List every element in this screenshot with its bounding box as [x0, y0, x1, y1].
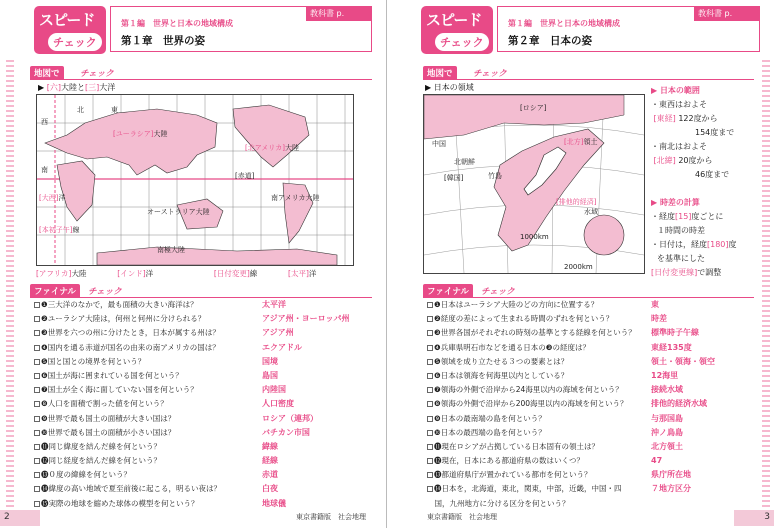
- checkbox-icon[interactable]: [427, 458, 433, 464]
- checkbox-icon[interactable]: [34, 373, 40, 379]
- label-antarctica: 南極大陸: [157, 246, 185, 254]
- map-bottom-labels: [アフリカ]大陸 [インド]洋 [日付変更]線 [太平]洋: [36, 269, 317, 278]
- answer-three: [三]: [84, 83, 100, 92]
- map-section-header: [423, 66, 754, 80]
- page-number: 2: [0, 510, 40, 526]
- page-header: [387, 0, 774, 58]
- question-item: ❸世界各国がそれぞれの時刻の基準とする経線を何という？: [427, 326, 652, 340]
- answer-item: バチカン市国: [262, 427, 310, 437]
- question-item: ❹兵庫県明石市などを通る日本の❸の経度は？: [427, 341, 652, 355]
- japan-range-box: ▶ 日本の範囲 ・東西はおよそ [東経] 122度から 154度まで ・南北はおよそ [北緯] 20度から 46度まで: [651, 86, 735, 179]
- answer-item: 内陸国: [262, 385, 286, 395]
- checkbox-icon[interactable]: [34, 486, 40, 492]
- answer-item: 排他的経済水域: [651, 399, 707, 409]
- checkbox-icon[interactable]: [427, 401, 433, 407]
- question-item: ❶三大洋のなかで，最も面積の大きい海洋は？: [34, 298, 259, 312]
- label-australia: オーストラリア大陸: [147, 208, 210, 216]
- question-item: ⓬現在，日本にある都道府県の数はいくつ？: [427, 454, 652, 468]
- question-item: ❶日本はユーラシア大陸のどの方向に位置する？: [427, 298, 652, 312]
- question-item: ⓯実際の地球を縮めた球体の模型を何という？: [34, 497, 259, 511]
- direction-west: 西: [41, 118, 48, 126]
- answer-item: 与那国島: [651, 413, 683, 423]
- direction-south: 南: [41, 166, 48, 174]
- checkbox-icon[interactable]: [34, 458, 40, 464]
- question-item: ⓬同じ経度を結んだ線を何という？: [34, 454, 259, 468]
- checkbox-icon[interactable]: [34, 359, 40, 365]
- label-china: 中国: [432, 140, 446, 148]
- time-difference-box: ▶ 時差の計算 ・経度[15]度ごとに １時間の時差 ・日付は，経度[180]度 を基準にした [日付変更線]で調整: [651, 198, 737, 277]
- checkbox-icon[interactable]: [427, 359, 433, 365]
- answer-item: ロシア（連邦）: [262, 413, 318, 423]
- answer-item: 国境: [262, 356, 278, 366]
- question-item: ❼国土が全く海に面していない国を何という？: [34, 383, 259, 397]
- section-tag: ファイナル: [30, 284, 80, 298]
- world-map: 北 東 西 南 [ユーラシア]大陸 [北アメリカ]大陸 [赤道] [大西]洋 [本初子午]線 オーストラリア大陸 南アメリカ大陸 南極大陸: [36, 94, 354, 266]
- section-label: チェック: [481, 287, 515, 297]
- textbook-page-tag: 教科書 p.: [306, 6, 372, 21]
- label-eez: [排他的経済]: [556, 198, 597, 206]
- checkbox-icon[interactable]: [427, 302, 433, 308]
- publisher: 東京書籍版 社会地理: [296, 513, 366, 521]
- section-tag: 地図で: [423, 66, 457, 80]
- chapter-box: [110, 6, 372, 52]
- label-eurasia: [ユーラシア]: [113, 130, 154, 138]
- checkbox-icon[interactable]: [427, 486, 433, 492]
- checkbox-icon[interactable]: [427, 373, 433, 379]
- map-title: ▶ 日本の領域: [425, 83, 474, 92]
- answer-item: 東経135度: [651, 342, 692, 352]
- question-item: ❻日本は領海を何海里以内としている？: [427, 369, 652, 383]
- answer-item: 北方領土: [651, 441, 683, 451]
- checkbox-icon[interactable]: [427, 430, 433, 436]
- logo-subtext: チェック: [48, 33, 102, 51]
- question-item: ❺国と国との境界を何という？: [34, 355, 259, 369]
- answer-item: 時差: [651, 314, 667, 324]
- speed-check-logo: [421, 6, 493, 54]
- logo-subtext: チェック: [435, 33, 489, 51]
- checkbox-icon[interactable]: [34, 472, 40, 478]
- question-list: [34, 298, 259, 511]
- page-number: 3: [734, 510, 774, 526]
- question-item: ❷経度の差によって生まれる時間のずれを何という？: [427, 312, 652, 326]
- label-north-america: [北アメリカ]: [245, 144, 285, 152]
- checkbox-icon[interactable]: [427, 444, 433, 450]
- section-label: チェック: [80, 69, 114, 79]
- answer-item: 12海里: [651, 370, 679, 380]
- answer-item: 経線: [262, 456, 278, 466]
- section-label: チェック: [473, 69, 507, 79]
- answer-item: ７地方区分: [651, 484, 691, 494]
- speed-check-logo: [34, 6, 106, 54]
- answer-item: 標準時子午線: [651, 328, 699, 338]
- part-title: 第１編 世界と日本の地域構成: [508, 19, 620, 28]
- part-title: 第１編 世界と日本の地域構成: [121, 19, 233, 28]
- checkbox-icon[interactable]: [34, 302, 40, 308]
- checkbox-icon[interactable]: [34, 345, 40, 351]
- textbook-page-tag: 教科書 p.: [694, 6, 760, 21]
- label-equator: [赤道]: [235, 172, 255, 180]
- answer-item: 人口密度: [262, 399, 294, 409]
- label-south-america: 南アメリカ大陸: [271, 194, 320, 202]
- answer-item: 地球儀: [262, 498, 286, 508]
- question-item: ❾日本の最南端の島を何という？: [427, 412, 652, 426]
- label-takeshima: 竹島: [488, 172, 502, 180]
- answer-item: 太平洋: [262, 300, 286, 309]
- answer-item: 県庁所在地: [651, 470, 691, 480]
- question-item: ❷ユーラシア大陸は，何州と何州に分けられる？: [34, 312, 259, 326]
- answer-item: 島国: [262, 370, 278, 380]
- checkbox-icon[interactable]: [427, 316, 433, 322]
- question-item: ⓮日本を，北海道，東北，関東，中部，近畿，中国・四: [427, 482, 652, 496]
- question-item: ⓮緯度の高い地域で夏至前後に起こる，明るい夜は？: [34, 482, 259, 496]
- decor-stripe: [6, 52, 14, 512]
- question-list: [427, 298, 652, 511]
- right-page: [387, 0, 774, 528]
- page-header: [0, 0, 386, 58]
- map-section-header: [30, 66, 372, 80]
- question-item: ❻国土が海に囲まれている国を何という？: [34, 369, 259, 383]
- section-tag: ファイナル: [423, 284, 473, 298]
- checkbox-icon[interactable]: [34, 416, 40, 422]
- section-label: チェック: [88, 287, 122, 297]
- question-item: ❽領海の外側で沿岸から200海里以内の海域を何という？: [427, 397, 652, 411]
- checkbox-icon[interactable]: [34, 430, 40, 436]
- answer-item: アジア州・ヨーロッパ州: [262, 314, 350, 324]
- chapter-box: [497, 6, 760, 52]
- question-item: ❿日本の最西端の島を何という？: [427, 426, 652, 440]
- answer-item: 領土・領海・領空: [651, 356, 715, 366]
- checkbox-icon[interactable]: [34, 330, 40, 336]
- label-north-korea: 北朝鮮: [454, 158, 475, 166]
- checkbox-icon[interactable]: [427, 472, 433, 478]
- label-korea: [韓国]: [444, 174, 464, 182]
- publisher: 東京書籍版 社会地理: [427, 513, 497, 521]
- answer-six: [六]: [46, 83, 61, 92]
- question-item: ❾世界で最も国土の面積が大きい国は？: [34, 412, 259, 426]
- direction-north: 北: [77, 106, 84, 114]
- answer-item: 東: [651, 300, 659, 309]
- direction-east: 東: [111, 106, 118, 114]
- checkbox-icon[interactable]: [34, 444, 40, 450]
- question-item: ⓫現在ロシアが占拠している日本固有の領土は？: [427, 440, 652, 454]
- checkbox-icon[interactable]: [34, 387, 40, 393]
- checkbox-icon[interactable]: [34, 501, 40, 507]
- label-scale-1000: 1000km: [520, 233, 549, 241]
- label-scale-2000: 2000km: [564, 263, 593, 271]
- answer-item: 沖ノ鳥島: [651, 427, 683, 437]
- question-item: ❿世界で最も国土の面積が小さい国は？: [34, 426, 259, 440]
- label-prime-meridian: [本初子午]: [39, 226, 73, 234]
- checkbox-icon[interactable]: [427, 416, 433, 422]
- answer-item: アジア州: [262, 328, 294, 338]
- checkbox-icon[interactable]: [427, 387, 433, 393]
- question-item: 国，九州地方に分ける区分を何という？: [427, 498, 570, 508]
- japan-map-svg: [424, 95, 644, 273]
- chapter-title: 第１章 世界の姿: [121, 35, 205, 47]
- answer-item: 47: [651, 456, 663, 466]
- answer-list: [262, 298, 372, 511]
- question-item: ❸世界を六つの州に分けたとき，日本が属する州は？: [34, 326, 259, 340]
- world-map-svg: [37, 95, 353, 265]
- checkbox-icon[interactable]: [34, 401, 40, 407]
- final-section-header: [30, 284, 372, 298]
- logo-text: スピード: [426, 11, 482, 29]
- answer-item: 白夜: [262, 484, 278, 494]
- answer-item: 緯線: [262, 441, 278, 451]
- question-item: ⓭都道府県庁が置かれている都市を何という？: [427, 468, 652, 482]
- label-russia: [ロシア]: [520, 104, 547, 112]
- answer-item: 接続水域: [651, 385, 683, 395]
- final-section-header: [423, 284, 754, 298]
- label-atlantic: [大西]: [39, 194, 59, 202]
- answer-item: エクアドル: [262, 342, 302, 352]
- question-item: ❹国内を通る赤道が国名の由来の南アメリカの国は？: [34, 341, 259, 355]
- checkbox-icon[interactable]: [427, 330, 433, 336]
- map-title: ▶ [六]大陸と[三]大洋: [38, 83, 116, 92]
- japan-map: [ロシア] 中国 北朝鮮 [韓国] [北方]領土 [排他的経済] 水域 竹島 1000km 2000km: [423, 94, 645, 274]
- answer-list: [651, 298, 761, 497]
- answer-item: 赤道: [262, 470, 278, 480]
- question-item: ❼領海の外側で沿岸から24海里以内の海域を何という？: [427, 383, 652, 397]
- question-item: ⓭０度の緯線を何という？: [34, 468, 259, 482]
- logo-text: スピード: [39, 11, 95, 29]
- section-tag: 地図で: [30, 66, 64, 80]
- question-item: ❽人口を面積で割った値を何という？: [34, 397, 259, 411]
- label-northern-territories: [北方]: [564, 138, 584, 146]
- question-item: ⓫同じ緯度を結んだ線を何という？: [34, 440, 259, 454]
- question-item: ❺領域を成り立たせる３つの要素とは？: [427, 355, 652, 369]
- decor-stripe: [762, 52, 770, 512]
- checkbox-icon[interactable]: [34, 316, 40, 322]
- chapter-title: 第２章 日本の姿: [508, 35, 592, 47]
- checkbox-icon[interactable]: [427, 345, 433, 351]
